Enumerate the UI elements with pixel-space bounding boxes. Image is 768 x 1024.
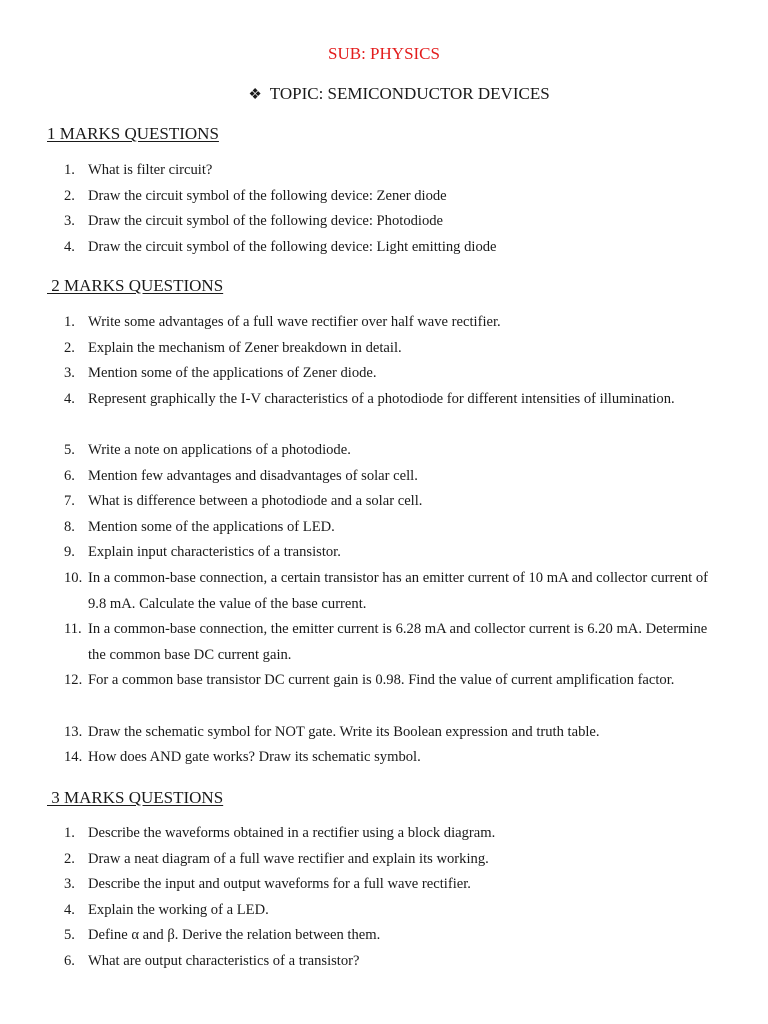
question-text: Represent graphically the I-V characteristics of a photodiode for different intensities of illumination. (88, 390, 675, 407)
question-text: How does AND gate works? Draw its schematic symbol. (88, 749, 421, 766)
question-number: 2. (64, 850, 75, 867)
question-item (0, 847, 768, 873)
question-item (0, 566, 768, 617)
question-item (0, 184, 768, 210)
question-item (0, 158, 768, 184)
question-text: What is filter circuit? (88, 162, 213, 178)
question-item (0, 235, 768, 261)
section-heading-1-marks: 1 MARKS QUESTIONS (47, 124, 219, 143)
question-text: Mention some of the applications of Zener diode. (88, 365, 377, 382)
question-number: 2. (64, 187, 75, 204)
question-item (0, 515, 768, 541)
question-number: 7. (64, 493, 75, 510)
question-list-2-marks (0, 310, 768, 771)
question-item (0, 540, 768, 566)
question-number: 6. (64, 467, 75, 484)
question-text: Mention some of the applications of LED. (88, 518, 335, 535)
question-item (0, 668, 768, 719)
topic-title (0, 84, 768, 104)
question-number: 2. (64, 339, 75, 356)
question-text: Draw the circuit symbol of the following device: Light emitting diode (88, 238, 497, 255)
subject-title: SUB: PHYSICS (328, 44, 440, 63)
question-text: Explain input characteristics of a transistor. (88, 544, 341, 561)
question-number: 4. (64, 238, 75, 255)
question-text: Explain the mechanism of Zener breakdown in detail. (88, 339, 402, 356)
question-text: Draw the schematic symbol for NOT gate. Write its Boolean expression and truth table. (88, 723, 600, 740)
question-text: What are output characteristics of a transistor? (88, 952, 360, 969)
question-number: 1. (64, 825, 75, 841)
question-item (0, 387, 768, 438)
question-text: Define α and β. Derive the relation between them. (88, 927, 381, 944)
question-number: 5. (64, 927, 75, 944)
question-list-3-marks (0, 821, 768, 975)
question-number: 3. (64, 213, 75, 230)
question-text: For a common base transistor DC current gain is 0.98. Find the value of current amplification factor. (88, 672, 675, 689)
question-item (0, 923, 768, 949)
question-text: Draw the circuit symbol of the following device: Zener diode (88, 187, 447, 204)
question-number: 1. (64, 162, 75, 178)
question-item (0, 821, 768, 847)
question-number: 1. (64, 314, 75, 330)
question-item (0, 489, 768, 515)
question-number: 8. (64, 518, 75, 535)
question-number: 4. (64, 901, 75, 918)
question-item (0, 209, 768, 235)
question-item (0, 720, 768, 746)
question-item (0, 438, 768, 464)
topic-text: TOPIC: SEMICONDUCTOR DEVICES (269, 84, 550, 103)
question-number: 4. (64, 390, 75, 407)
question-item (0, 898, 768, 924)
section-heading-3-marks: 3 MARKS QUESTIONS (47, 788, 224, 807)
question-number: 3. (64, 365, 75, 382)
question-item (0, 949, 768, 975)
question-text: Explain the working of a LED. (88, 901, 269, 918)
question-number: 9. (64, 544, 75, 561)
question-list-1-marks (0, 158, 768, 260)
question-number: 6. (64, 952, 75, 969)
question-text: In a common-base connection, the emitter current is 6.28 mA and collector current is 6.20 mA. Determine the common base DC current gain. (88, 621, 708, 663)
question-item (0, 336, 768, 362)
question-text: What is difference between a photodiode and a solar cell. (88, 493, 423, 510)
question-text: In a common-base connection, a certain transistor has an emitter current of 10 mA and collector current of 9.8 mA. Calculate the value of the base current. (88, 569, 708, 612)
question-number: 5. (64, 441, 75, 458)
question-number: 3. (64, 876, 75, 893)
question-text: Draw the circuit symbol of the following device: Photodiode (88, 213, 444, 230)
diamond-bullet-icon: ❖ (248, 87, 262, 103)
question-item (0, 310, 768, 336)
question-item (0, 617, 768, 668)
question-item (0, 464, 768, 490)
question-number: 13. (64, 723, 83, 740)
question-text: Describe the waveforms obtained in a rectifier using a block diagram. (88, 825, 496, 841)
question-number: 12. (64, 672, 83, 689)
question-number: 11. (64, 621, 82, 638)
question-item (0, 361, 768, 387)
question-item (0, 872, 768, 898)
question-number: 10. (64, 569, 83, 586)
question-item (0, 745, 768, 771)
question-number: 14. (64, 749, 83, 766)
question-text: Write a note on applications of a photodiode. (88, 441, 351, 458)
section-heading-2-marks: 2 MARKS QUESTIONS (47, 276, 224, 295)
question-text: Draw a neat diagram of a full wave rectifier and explain its working. (88, 850, 489, 867)
question-text: Describe the input and output waveforms for a full wave rectifier. (88, 876, 471, 893)
question-text: Mention few advantages and disadvantages of solar cell. (88, 467, 418, 484)
question-text: Write some advantages of a full wave rectifier over half wave rectifier. (88, 314, 501, 330)
